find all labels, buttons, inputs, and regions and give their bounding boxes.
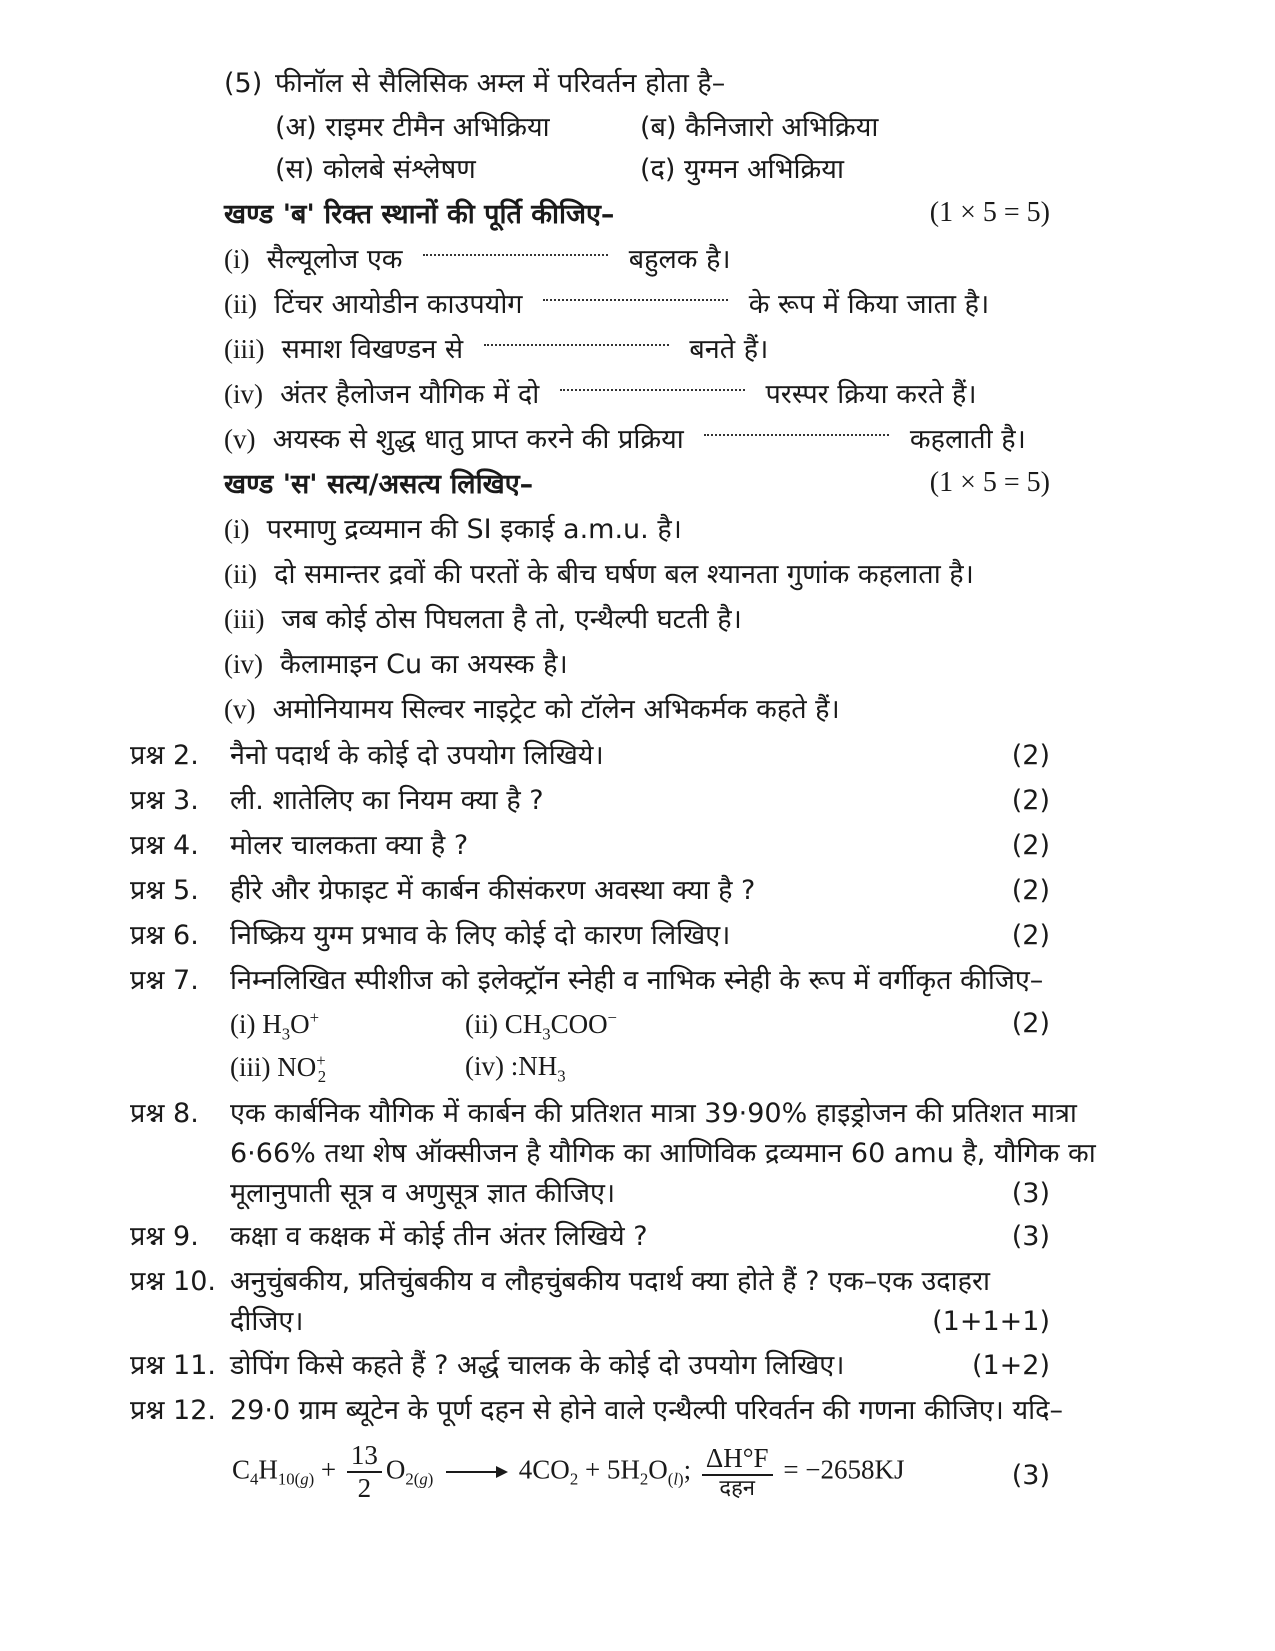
true-false-item <box>224 561 974 588</box>
question-label: प्रश्न 6. <box>130 920 199 951</box>
item-text: जब कोई ठोस पिघलता है तो, एन्थैल्पी घटती है। <box>281 604 742 635</box>
blank-item <box>224 336 768 363</box>
blank-item <box>224 426 1026 453</box>
blank-dotted-line <box>704 434 889 436</box>
question-text: हीरे और ग्रेफाइट में कार्बन कीसंकरण अवस्था क्या है ? <box>230 875 756 906</box>
fraction-numerator: ΔH°F <box>702 1443 773 1476</box>
item-text: के रूप में किया जाता है। <box>748 289 990 320</box>
question-label: प्रश्न 8. <box>130 1098 199 1129</box>
item-text: सैल्यूलोज एक <box>266 244 403 275</box>
question-text: 6·66% तथा शेष ऑक्सीजन है यौगिक का आणिविक द्रव्यमान 60 amu है, यौगिक का <box>230 1138 1096 1169</box>
item-text: बहुलक है। <box>628 244 731 275</box>
question-marks: (2) <box>1011 830 1050 861</box>
item-text: अंतर हैलोजन यौगिक में दो <box>280 379 540 410</box>
species-formula: (iii) NO <box>230 1052 317 1082</box>
item-number: (iv) <box>224 649 263 679</box>
question-marks: (2) <box>1011 920 1050 951</box>
blank-item <box>224 381 977 408</box>
fraction-denominator: दहन <box>719 1475 755 1501</box>
question-label: प्रश्न 11. <box>130 1350 216 1381</box>
item-text: अयस्क से शुद्ध धातु प्राप्त करने की प्रक्रिया <box>272 424 684 455</box>
question-label: प्रश्न 5. <box>130 875 199 906</box>
blank-dotted-line <box>484 344 669 346</box>
item-text: बनते हैं। <box>689 334 769 365</box>
blank-item <box>224 291 989 318</box>
fraction-denominator: 2 <box>357 1473 372 1504</box>
question-marks: (3) <box>1011 1460 1050 1491</box>
enthalpy-value: = −2658KJ <box>783 1454 905 1485</box>
question-label: प्रश्न 10. <box>130 1266 216 1297</box>
blank-dotted-line <box>423 254 608 256</box>
question-label: प्रश्न 2. <box>130 740 199 771</box>
item-number: (v) <box>224 694 256 724</box>
question-text: निष्क्रिय युग्म प्रभाव के लिए कोई दो कारण लिखिए। <box>230 920 731 951</box>
item-number: (i) <box>224 244 250 274</box>
item-number: (iv) <box>224 379 263 409</box>
q1-5-option-b: (ब) कैनिजारो अभिक्रिया <box>640 112 879 143</box>
fraction <box>347 1440 382 1504</box>
species-formula: (ii) CH <box>465 1009 543 1039</box>
combustion-equation: $C_4H_{10(g)}$ + $\frac{13}{2}$ $O_{2(g)}$ $4CO_2 + 5H_2O_{(l)}$; $\frac{\Delta H^\circ F}{\text{दहन}}$ = −2658KJ <box>232 1440 905 1504</box>
item-number: (iii) <box>224 334 265 364</box>
question-text: ली. शातेलिए का नियम क्या है ? <box>230 785 544 816</box>
species-iv: (iv) $:NH_3$ <box>465 1051 566 1086</box>
fraction-numerator: 13 <box>347 1440 382 1473</box>
blank-dotted-line <box>543 299 728 301</box>
item-number: (v) <box>224 424 256 454</box>
question-marks: (2) <box>1011 875 1050 906</box>
species-i: (i) $H_3O^+$ <box>230 1008 320 1044</box>
species-formula: (i) H <box>230 1009 282 1039</box>
section-b-marks: (1 × 5 = 5) <box>929 197 1050 228</box>
question-marks: (2) <box>1011 785 1050 816</box>
item-text: कैलामाइन Cu का अयस्क है। <box>280 649 568 680</box>
reaction-arrow <box>446 1471 506 1473</box>
question-text: मोलर चालकता क्या है ? <box>230 830 469 861</box>
item-text: समाश विखण्डन से <box>281 334 464 365</box>
true-false-item <box>224 651 568 678</box>
question-text: डोपिंग किसे कहते हैं ? अर्द्ध चालक के कोई दो उपयोग लिखिए। <box>230 1350 845 1381</box>
question-label: प्रश्न 7. <box>130 965 199 996</box>
enthalpy-fraction <box>702 1443 773 1501</box>
question-text: मूलानुपाती सूत्र व अणुसूत्र ज्ञात कीजिए। <box>230 1178 616 1209</box>
question-marks: (3) <box>1011 1178 1050 1209</box>
item-number: (ii) <box>224 559 257 589</box>
blank-item <box>224 246 731 273</box>
question-text: अनुचुंबकीय, प्रतिचुंबकीय व लौहचुंबकीय पदार्थ क्या होते हैं ? एक–एक उदाहरा <box>230 1266 991 1297</box>
q1-5-number: (5) <box>224 68 263 99</box>
item-text: टिंचर आयोडीन काउपयोग <box>274 289 523 320</box>
question-label: प्रश्न 4. <box>130 830 199 861</box>
species-ii: (ii) $CH_3COO^-$ <box>465 1008 618 1044</box>
true-false-item <box>224 606 742 633</box>
question-text: दीजिए। <box>230 1306 304 1337</box>
species-iii: (iii) $NO^+_2$ <box>230 1051 327 1087</box>
blank-dotted-line <box>560 389 745 391</box>
question-label: प्रश्न 3. <box>130 785 199 816</box>
question-marks: (1+2) <box>971 1350 1050 1381</box>
section-c-title: खण्ड 'स' सत्य/असत्य लिखिए– <box>224 469 534 500</box>
true-false-item <box>224 516 682 543</box>
question-marks: (2) <box>1011 1008 1050 1039</box>
item-text: कहलाती है। <box>909 424 1026 455</box>
question-label: प्रश्न 9. <box>130 1221 199 1252</box>
question-marks: (2) <box>1011 740 1050 771</box>
true-false-item <box>224 696 840 723</box>
item-number: (i) <box>224 514 250 544</box>
question-marks: (1+1+1) <box>932 1306 1050 1337</box>
question-marks: (3) <box>1011 1221 1050 1252</box>
question-text: एक कार्बनिक यौगिक में कार्बन की प्रतिशत मात्रा 39·90% हाइड्रोजन की प्रतिशत मात्रा <box>230 1098 1077 1129</box>
item-number: (ii) <box>224 289 257 319</box>
item-text: परमाणु द्रव्यमान की SI इकाई a.m.u. है। <box>266 514 682 545</box>
item-text: अमोनियामय सिल्वर नाइट्रेट को टॉलेन अभिकर्मक कहते हैं। <box>272 694 840 725</box>
section-b-title: खण्ड 'ब' रिक्त स्थानों की पूर्ति कीजिए– <box>224 199 615 230</box>
q1-5-option-a: (अ) राइमर टीमैन अभिक्रिया <box>275 112 550 143</box>
q1-5-option-c: (स) कोलबे संश्लेषण <box>275 154 476 185</box>
species-formula: (iv) :NH <box>465 1051 558 1081</box>
question-label: प्रश्न 12. <box>130 1395 216 1426</box>
item-text: दो समान्तर द्रवों की परतों के बीच घर्षण बल श्यानता गुणांक कहलाता है। <box>274 559 974 590</box>
item-text: परस्पर क्रिया करते हैं। <box>765 379 977 410</box>
q1-5-question: फीनॉल से सैलिसिक अम्ल में परिवर्तन होता है– <box>275 68 726 99</box>
question-text: कक्षा व कक्षक में कोई तीन अंतर लिखिये ? <box>230 1221 648 1252</box>
item-number: (iii) <box>224 604 265 634</box>
question-text: 29·0 ग्राम ब्यूटेन के पूर्ण दहन से होने वाले एन्थैल्पी परिवर्तन की गणना कीजिए। यदि– <box>230 1395 1063 1426</box>
question-text: निम्नलिखित स्पीशीज को इलेक्ट्रॉन स्नेही व नाभिक स्नेही के रूप में वर्गीकृत कीजिए– <box>230 965 1044 996</box>
q1-5-option-d: (द) युग्मन अभिक्रिया <box>640 154 844 185</box>
section-c-marks: (1 × 5 = 5) <box>929 467 1050 498</box>
question-text: नैनो पदार्थ के कोई दो उपयोग लिखिये। <box>230 740 604 771</box>
